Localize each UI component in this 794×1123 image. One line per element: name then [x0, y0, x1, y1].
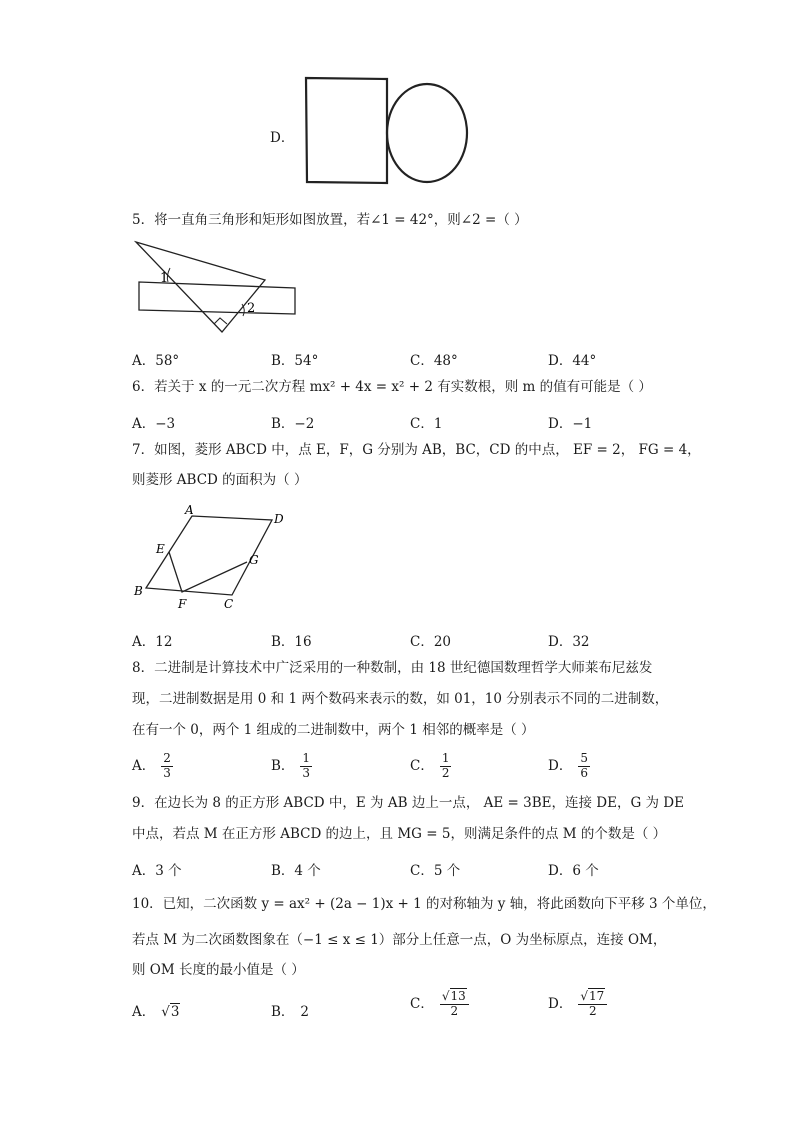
- q10-option-a: A． √3: [132, 1004, 180, 1020]
- point-c-label: C: [224, 597, 234, 611]
- q5-option-b: B．54°: [271, 353, 319, 369]
- q6-option-c: C．1: [410, 416, 443, 432]
- point-d-label: D: [274, 512, 284, 526]
- q8-option-b: B． $\frac{1}{3}$: [271, 751, 311, 780]
- q9-line-2: 中点，若点 M 在正方形 ABCD 的边上，且 MG = 5，则满足条件的点 M 的个数是（ ）: [132, 826, 667, 842]
- q10-line-3: 则 OM 长度的最小值是（ ）: [132, 962, 305, 978]
- q7-option-b: B．16: [271, 634, 312, 650]
- q5-option-c: C．48°: [410, 353, 458, 369]
- q10-option-b: B． 2: [271, 1004, 310, 1020]
- angle-2-label: 2: [247, 301, 256, 316]
- q9-line-1: 9．在边长为 8 的正方形 ABCD 中，E 为 AB 边上一点， AE = 3BE，连接 DE，G 为 DE: [132, 795, 684, 811]
- point-e-label: E: [156, 542, 165, 556]
- q7-line-2: 则菱形 ABCD 的面积为（ ）: [132, 472, 308, 488]
- q8-line-3: 在有一个 0，两个 1 组成的二进制数中，两个 1 相邻的概率是（ ）: [132, 722, 535, 738]
- point-b-label: B: [134, 584, 143, 598]
- midpoint-segments: [169, 552, 247, 592]
- q8-option-c: C． $\frac{1}{2}$: [410, 751, 450, 780]
- q5-option-d: D．44°: [548, 353, 597, 369]
- q10-option-c: C． $\frac{√13}{2}$: [410, 990, 469, 1019]
- q4-option-d-figure: [300, 72, 475, 190]
- q9-option-a: A．3 个: [132, 863, 182, 879]
- q7-line-1: 7．如图，菱形 ABCD 中，点 E，F，G 分别为 AB，BC，CD 的中点， EF = 2， FG = 4，: [132, 442, 701, 458]
- q10-line-2: 若点 M 为二次函数图象在（−1 ≤ x ≤ 1）部分上任意一点，O 为坐标原点，连接 OM，: [132, 932, 667, 948]
- q4-option-d-label: D．: [270, 130, 295, 146]
- point-f-label: F: [178, 597, 187, 611]
- q6-text: 6．若关于 x 的一元二次方程 mx² + 4x = x² + 2 有实数根，则 m 的值有可能是（ ）: [132, 379, 652, 395]
- triangle-shape: [136, 242, 265, 332]
- q8-option-a: A． $\frac{2}{3}$: [132, 751, 171, 780]
- angle-1-label: 1: [160, 271, 169, 286]
- q8-option-d: D． $\frac{5}{6}$: [548, 751, 588, 780]
- q7-option-d: D．32: [548, 634, 590, 650]
- q7-option-a: A．12: [132, 634, 173, 650]
- q6-option-b: B．−2: [271, 416, 315, 432]
- rectangle-shape: [139, 282, 295, 314]
- q8-line-1: 8．二进制是计算技术中广泛采用的一种数制，由 18 世纪德国数理哲学大师莱布尼兹发: [132, 660, 653, 676]
- q10-option-d: D． $\frac{√17}{2}$: [548, 990, 607, 1019]
- rectangle-shape: [306, 78, 387, 183]
- q5-figure: [130, 238, 305, 338]
- q5-option-a: A．58°: [132, 353, 180, 369]
- circle-shape: [387, 84, 467, 182]
- q7-option-c: C．20: [410, 634, 452, 650]
- q6-option-a: A．−3: [132, 416, 176, 432]
- q5-text: 5．将一直角三角形和矩形如图放置，若∠1 = 42°，则∠2 =（ ）: [132, 212, 528, 228]
- q9-option-c: C．5 个: [410, 863, 461, 879]
- q6-option-d: D．−1: [548, 416, 593, 432]
- q9-option-b: B．4 个: [271, 863, 321, 879]
- q9-option-d: D．6 个: [548, 863, 599, 879]
- point-g-label: G: [249, 553, 259, 567]
- q8-line-2: 现，二进制数据是用 0 和 1 两个数码来表示的数，如 01，10 分别表示不同的二进制数，: [132, 691, 669, 707]
- q7-figure: [130, 500, 295, 615]
- q10-line-1: 10．已知，二次函数 y = ax² + (2a − 1)x + 1 的对称轴为 y 轴，将此函数向下平移 3 个单位，: [132, 896, 716, 912]
- point-a-label: A: [185, 503, 194, 517]
- right-angle-mark: [214, 318, 227, 324]
